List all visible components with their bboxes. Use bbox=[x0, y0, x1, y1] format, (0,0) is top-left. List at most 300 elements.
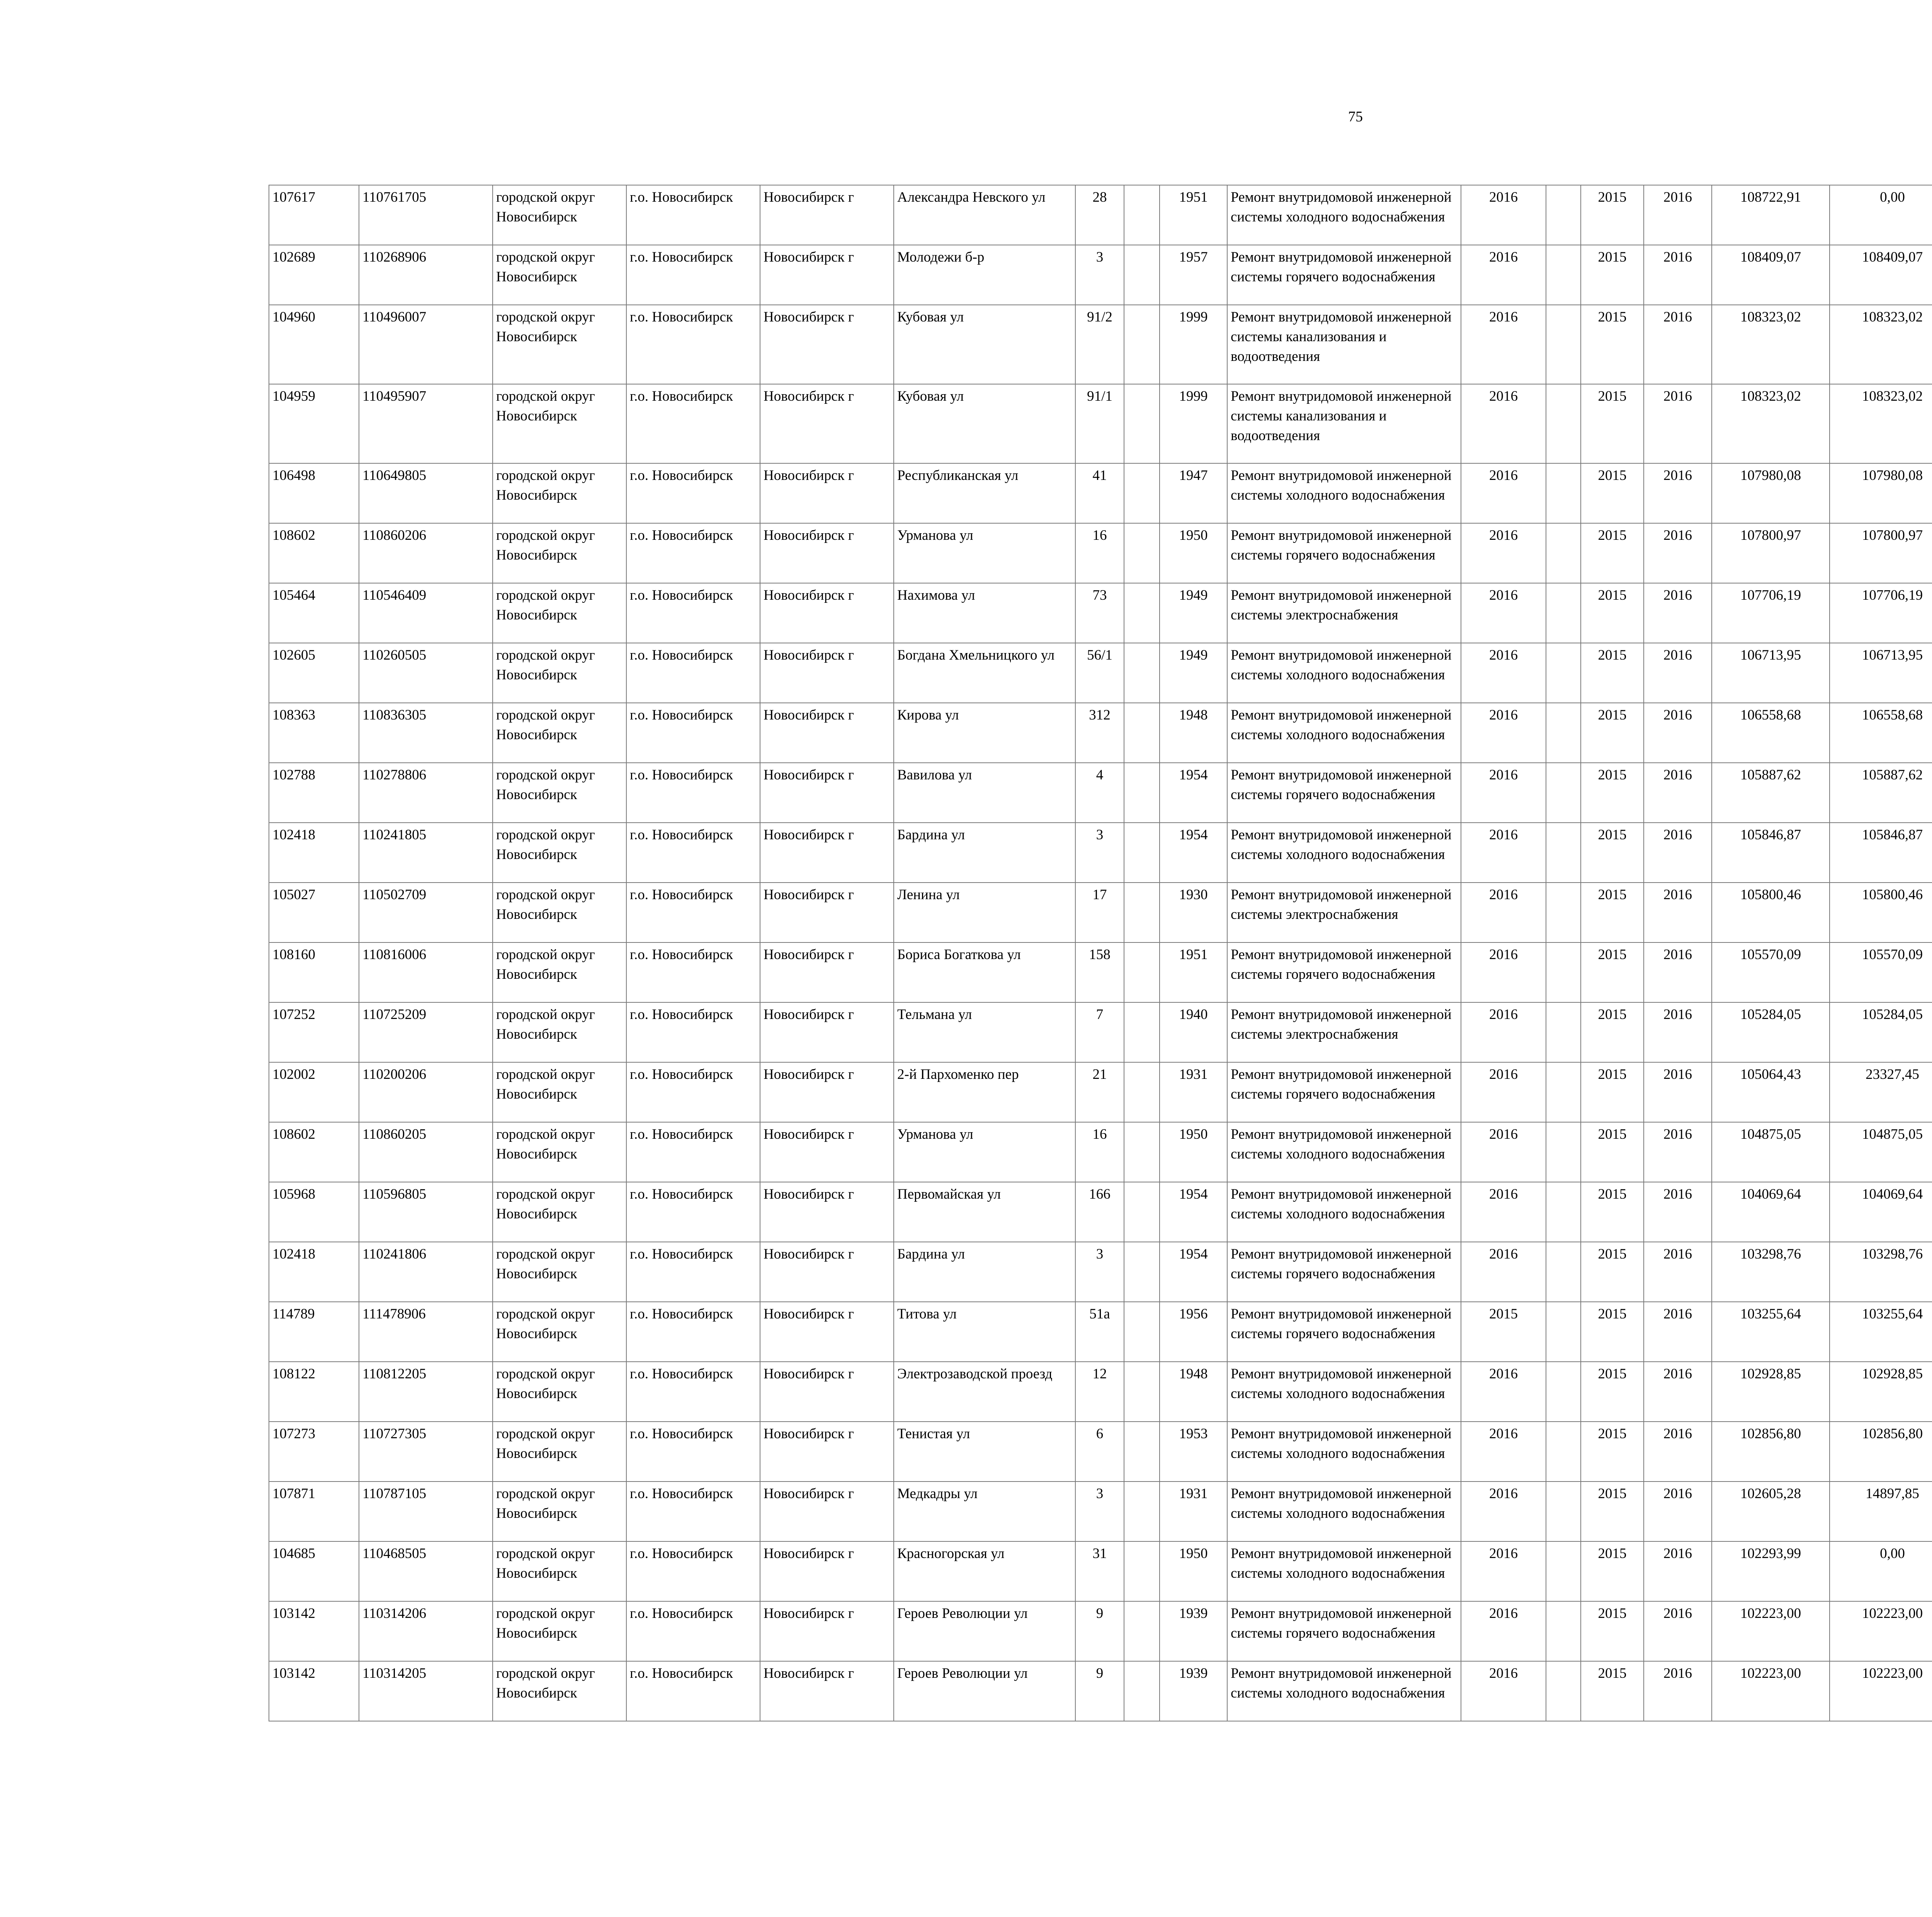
cell-house-number: 3 bbox=[1075, 1482, 1124, 1541]
cell-start-year: 2015 bbox=[1581, 1062, 1644, 1122]
table-row bbox=[269, 185, 1932, 245]
cell-commissioning-year: 1931 bbox=[1160, 1482, 1227, 1541]
cell-municipal-district: г.о. Новосибирск bbox=[626, 1302, 760, 1362]
cell-building-letter bbox=[1124, 1541, 1160, 1601]
cell-record-id: 110496007 bbox=[359, 305, 493, 384]
cell-work-type: Ремонт внутридомовой инженерной системы горячего водоснабжения bbox=[1227, 1601, 1461, 1661]
cell-record-id: 110495907 bbox=[359, 384, 493, 463]
table-row bbox=[269, 1062, 1932, 1122]
cell-building-letter bbox=[1124, 1302, 1160, 1362]
table-row bbox=[269, 523, 1932, 583]
cell-extra-mark bbox=[1546, 1661, 1581, 1721]
cell-municipal-district: г.о. Новосибирск bbox=[626, 1362, 760, 1422]
cell-building-letter bbox=[1124, 883, 1160, 942]
cell-object-id: 103142 bbox=[269, 1661, 359, 1721]
cell-building-letter bbox=[1124, 463, 1160, 523]
cell-work-type: Ремонт внутридомовой инженерной системы электроснабжения bbox=[1227, 1002, 1461, 1062]
cell-record-id: 110241805 bbox=[359, 823, 493, 883]
table-row bbox=[269, 1601, 1932, 1661]
table-row bbox=[269, 1242, 1932, 1302]
cell-start-year: 2015 bbox=[1581, 245, 1644, 305]
cell-extra-mark bbox=[1546, 305, 1581, 384]
cell-total-cost: 106558,68 bbox=[1712, 703, 1830, 763]
cell-street: Александра Невского ул bbox=[894, 185, 1075, 245]
cell-record-id: 110314206 bbox=[359, 1601, 493, 1661]
cell-end-year: 2016 bbox=[1644, 1661, 1712, 1721]
cell-municipal-district: г.о. Новосибирск bbox=[626, 1482, 760, 1541]
cell-municipal-district: г.о. Новосибирск bbox=[626, 583, 760, 643]
cell-work-type: Ремонт внутридомовой инженерной системы канализования и водоотведения bbox=[1227, 305, 1461, 384]
cell-building-letter bbox=[1124, 245, 1160, 305]
table-row bbox=[269, 643, 1932, 703]
cell-planned-year: 2016 bbox=[1461, 1002, 1546, 1062]
cell-extra-mark bbox=[1546, 1122, 1581, 1182]
cell-end-year: 2016 bbox=[1644, 305, 1712, 384]
cell-record-id: 110268906 bbox=[359, 245, 493, 305]
cell-object-id: 104959 bbox=[269, 384, 359, 463]
table-row bbox=[269, 1541, 1932, 1601]
cell-extra-mark bbox=[1546, 942, 1581, 1002]
table-row bbox=[269, 1122, 1932, 1182]
cell-object-id: 102002 bbox=[269, 1062, 359, 1122]
cell-house-number: 6 bbox=[1075, 1422, 1124, 1482]
cell-record-id: 110787105 bbox=[359, 1482, 493, 1541]
cell-municipality: городской округ Новосибирск bbox=[493, 763, 626, 823]
cell-planned-year: 2016 bbox=[1461, 883, 1546, 942]
cell-street: Урманова ул bbox=[894, 1122, 1075, 1182]
cell-municipality: городской округ Новосибирск bbox=[493, 1362, 626, 1422]
cell-house-number: 312 bbox=[1075, 703, 1124, 763]
cell-building-letter bbox=[1124, 1122, 1160, 1182]
cell-street: Бардина ул bbox=[894, 1242, 1075, 1302]
cell-object-id: 114789 bbox=[269, 1302, 359, 1362]
cell-total-cost: 105887,62 bbox=[1712, 763, 1830, 823]
cell-end-year: 2016 bbox=[1644, 245, 1712, 305]
cell-house-number: 73 bbox=[1075, 583, 1124, 643]
cell-extra-mark bbox=[1546, 763, 1581, 823]
cell-total-cost: 108323,02 bbox=[1712, 305, 1830, 384]
cell-record-id: 110761705 bbox=[359, 185, 493, 245]
cell-locality: Новосибирск г bbox=[760, 823, 894, 883]
cell-municipality: городской округ Новосибирск bbox=[493, 1302, 626, 1362]
cell-house-number: 158 bbox=[1075, 942, 1124, 1002]
cell-extra-mark bbox=[1546, 1242, 1581, 1302]
table-row bbox=[269, 1422, 1932, 1482]
cell-building-letter bbox=[1124, 1242, 1160, 1302]
cell-work-type: Ремонт внутридомовой инженерной системы холодного водоснабжения bbox=[1227, 1661, 1461, 1721]
cell-start-year: 2015 bbox=[1581, 942, 1644, 1002]
cell-planned-year: 2016 bbox=[1461, 583, 1546, 643]
cell-object-id: 107871 bbox=[269, 1482, 359, 1541]
cell-extra-mark bbox=[1546, 583, 1581, 643]
cell-record-id: 111478906 bbox=[359, 1302, 493, 1362]
cell-end-year: 2016 bbox=[1644, 384, 1712, 463]
cell-object-id: 105968 bbox=[269, 1182, 359, 1242]
cell-work-type: Ремонт внутридомовой инженерной системы горячего водоснабжения bbox=[1227, 1302, 1461, 1362]
cell-end-year: 2016 bbox=[1644, 1482, 1712, 1541]
cell-planned-year: 2016 bbox=[1461, 823, 1546, 883]
cell-end-year: 2016 bbox=[1644, 643, 1712, 703]
cell-commissioning-year: 1948 bbox=[1160, 1362, 1227, 1422]
cell-municipality: городской округ Новосибирск bbox=[493, 1541, 626, 1601]
cell-work-type: Ремонт внутридомовой инженерной системы горячего водоснабжения bbox=[1227, 942, 1461, 1002]
cell-funds-owners: 104069,64 bbox=[1830, 1182, 1932, 1242]
cell-street: Кубовая ул bbox=[894, 305, 1075, 384]
table-row bbox=[269, 583, 1932, 643]
cell-extra-mark bbox=[1546, 1422, 1581, 1482]
cell-municipal-district: г.о. Новосибирск bbox=[626, 1122, 760, 1182]
repair-registry-table bbox=[269, 185, 1932, 1721]
cell-planned-year: 2016 bbox=[1461, 1422, 1546, 1482]
cell-work-type: Ремонт внутридомовой инженерной системы горячего водоснабжения bbox=[1227, 523, 1461, 583]
cell-street: Титова ул bbox=[894, 1302, 1075, 1362]
table-row bbox=[269, 703, 1932, 763]
cell-locality: Новосибирск г bbox=[760, 643, 894, 703]
cell-extra-mark bbox=[1546, 245, 1581, 305]
cell-locality: Новосибирск г bbox=[760, 1482, 894, 1541]
cell-funds-owners: 102223,00 bbox=[1830, 1661, 1932, 1721]
cell-locality: Новосибирск г bbox=[760, 703, 894, 763]
table-row bbox=[269, 823, 1932, 883]
cell-planned-year: 2016 bbox=[1461, 1242, 1546, 1302]
cell-building-letter bbox=[1124, 1002, 1160, 1062]
cell-funds-owners: 105570,09 bbox=[1830, 942, 1932, 1002]
cell-planned-year: 2016 bbox=[1461, 942, 1546, 1002]
cell-start-year: 2015 bbox=[1581, 1242, 1644, 1302]
cell-commissioning-year: 1950 bbox=[1160, 1541, 1227, 1601]
cell-extra-mark bbox=[1546, 1541, 1581, 1601]
cell-work-type: Ремонт внутридомовой инженерной системы холодного водоснабжения bbox=[1227, 823, 1461, 883]
cell-planned-year: 2016 bbox=[1461, 1601, 1546, 1661]
cell-end-year: 2016 bbox=[1644, 1601, 1712, 1661]
cell-extra-mark bbox=[1546, 1182, 1581, 1242]
cell-start-year: 2015 bbox=[1581, 763, 1644, 823]
cell-end-year: 2016 bbox=[1644, 1302, 1712, 1362]
cell-start-year: 2015 bbox=[1581, 883, 1644, 942]
cell-start-year: 2015 bbox=[1581, 643, 1644, 703]
cell-municipal-district: г.о. Новосибирск bbox=[626, 643, 760, 703]
cell-street: Нахимова ул bbox=[894, 583, 1075, 643]
cell-commissioning-year: 1939 bbox=[1160, 1661, 1227, 1721]
cell-house-number: 21 bbox=[1075, 1062, 1124, 1122]
cell-start-year: 2015 bbox=[1581, 384, 1644, 463]
cell-total-cost: 106713,95 bbox=[1712, 643, 1830, 703]
cell-object-id: 105027 bbox=[269, 883, 359, 942]
cell-record-id: 110546409 bbox=[359, 583, 493, 643]
cell-total-cost: 107706,19 bbox=[1712, 583, 1830, 643]
cell-work-type: Ремонт внутридомовой инженерной системы горячего водоснабжения bbox=[1227, 245, 1461, 305]
table-row bbox=[269, 1482, 1932, 1541]
cell-funds-owners: 107800,97 bbox=[1830, 523, 1932, 583]
cell-object-id: 103142 bbox=[269, 1601, 359, 1661]
cell-street: Кубовая ул bbox=[894, 384, 1075, 463]
cell-record-id: 110502709 bbox=[359, 883, 493, 942]
cell-extra-mark bbox=[1546, 384, 1581, 463]
cell-commissioning-year: 1954 bbox=[1160, 1242, 1227, 1302]
cell-end-year: 2016 bbox=[1644, 1541, 1712, 1601]
cell-municipality: городской округ Новосибирск bbox=[493, 305, 626, 384]
cell-street: Электрозаводской проезд bbox=[894, 1362, 1075, 1422]
cell-house-number: 9 bbox=[1075, 1601, 1124, 1661]
cell-total-cost: 102223,00 bbox=[1712, 1601, 1830, 1661]
cell-locality: Новосибирск г bbox=[760, 942, 894, 1002]
cell-total-cost: 102223,00 bbox=[1712, 1661, 1830, 1721]
cell-street: Бардина ул bbox=[894, 823, 1075, 883]
cell-locality: Новосибирск г bbox=[760, 245, 894, 305]
cell-extra-mark bbox=[1546, 523, 1581, 583]
cell-building-letter bbox=[1124, 583, 1160, 643]
cell-building-letter bbox=[1124, 1362, 1160, 1422]
cell-commissioning-year: 1931 bbox=[1160, 1062, 1227, 1122]
cell-work-type: Ремонт внутридомовой инженерной системы холодного водоснабжения bbox=[1227, 463, 1461, 523]
cell-municipality: городской округ Новосибирск bbox=[493, 1601, 626, 1661]
cell-start-year: 2015 bbox=[1581, 1182, 1644, 1242]
cell-planned-year: 2016 bbox=[1461, 1062, 1546, 1122]
cell-record-id: 110727305 bbox=[359, 1422, 493, 1482]
cell-end-year: 2016 bbox=[1644, 1002, 1712, 1062]
cell-municipality: городской округ Новосибирск bbox=[493, 942, 626, 1002]
cell-municipal-district: г.о. Новосибирск bbox=[626, 384, 760, 463]
cell-municipality: городской округ Новосибирск bbox=[493, 1661, 626, 1721]
cell-locality: Новосибирск г bbox=[760, 1362, 894, 1422]
cell-municipal-district: г.о. Новосибирск bbox=[626, 823, 760, 883]
cell-funds-owners: 106558,68 bbox=[1830, 703, 1932, 763]
cell-commissioning-year: 1949 bbox=[1160, 643, 1227, 703]
cell-house-number: 9 bbox=[1075, 1661, 1124, 1721]
cell-total-cost: 104069,64 bbox=[1712, 1182, 1830, 1242]
cell-municipal-district: г.о. Новосибирск bbox=[626, 305, 760, 384]
cell-building-letter bbox=[1124, 1062, 1160, 1122]
cell-record-id: 110860205 bbox=[359, 1122, 493, 1182]
cell-total-cost: 103255,64 bbox=[1712, 1302, 1830, 1362]
cell-municipal-district: г.о. Новосибирск bbox=[626, 942, 760, 1002]
cell-municipality: городской округ Новосибирск bbox=[493, 583, 626, 643]
table-row bbox=[269, 1002, 1932, 1062]
cell-municipal-district: г.о. Новосибирск bbox=[626, 703, 760, 763]
cell-start-year: 2015 bbox=[1581, 305, 1644, 384]
cell-funds-owners: 108323,02 bbox=[1830, 384, 1932, 463]
cell-house-number: 4 bbox=[1075, 763, 1124, 823]
cell-locality: Новосибирск г bbox=[760, 883, 894, 942]
cell-municipal-district: г.о. Новосибирск bbox=[626, 1541, 760, 1601]
cell-planned-year: 2016 bbox=[1461, 1122, 1546, 1182]
table-row bbox=[269, 384, 1932, 463]
cell-record-id: 110649805 bbox=[359, 463, 493, 523]
cell-street: Урманова ул bbox=[894, 523, 1075, 583]
cell-funds-owners: 105284,05 bbox=[1830, 1002, 1932, 1062]
cell-locality: Новосибирск г bbox=[760, 1661, 894, 1721]
cell-municipality: городской округ Новосибирск bbox=[493, 1122, 626, 1182]
cell-extra-mark bbox=[1546, 883, 1581, 942]
cell-municipal-district: г.о. Новосибирск bbox=[626, 1062, 760, 1122]
cell-street: Красногорская ул bbox=[894, 1541, 1075, 1601]
cell-start-year: 2015 bbox=[1581, 583, 1644, 643]
cell-house-number: 91/1 bbox=[1075, 384, 1124, 463]
cell-work-type: Ремонт внутридомовой инженерной системы холодного водоснабжения bbox=[1227, 1362, 1461, 1422]
cell-house-number: 166 bbox=[1075, 1182, 1124, 1242]
cell-municipality: городской округ Новосибирск bbox=[493, 1062, 626, 1122]
cell-building-letter bbox=[1124, 1661, 1160, 1721]
cell-total-cost: 108722,91 bbox=[1712, 185, 1830, 245]
table-row bbox=[269, 305, 1932, 384]
cell-extra-mark bbox=[1546, 1482, 1581, 1541]
cell-funds-owners: 108409,07 bbox=[1830, 245, 1932, 305]
cell-end-year: 2016 bbox=[1644, 883, 1712, 942]
cell-municipal-district: г.о. Новосибирск bbox=[626, 1422, 760, 1482]
cell-house-number: 16 bbox=[1075, 523, 1124, 583]
cell-extra-mark bbox=[1546, 1601, 1581, 1661]
cell-funds-owners: 107706,19 bbox=[1830, 583, 1932, 643]
cell-object-id: 105464 bbox=[269, 583, 359, 643]
cell-locality: Новосибирск г bbox=[760, 1062, 894, 1122]
cell-object-id: 108602 bbox=[269, 1122, 359, 1182]
cell-work-type: Ремонт внутридомовой инженерной системы горячего водоснабжения bbox=[1227, 763, 1461, 823]
cell-locality: Новосибирск г bbox=[760, 763, 894, 823]
cell-record-id: 110468505 bbox=[359, 1541, 493, 1601]
cell-funds-owners: 103255,64 bbox=[1830, 1302, 1932, 1362]
cell-building-letter bbox=[1124, 703, 1160, 763]
cell-object-id: 102788 bbox=[269, 763, 359, 823]
cell-work-type: Ремонт внутридомовой инженерной системы горячего водоснабжения bbox=[1227, 1062, 1461, 1122]
cell-building-letter bbox=[1124, 305, 1160, 384]
cell-locality: Новосибирск г bbox=[760, 185, 894, 245]
cell-funds-owners: 105846,87 bbox=[1830, 823, 1932, 883]
cell-municipality: городской округ Новосибирск bbox=[493, 1002, 626, 1062]
cell-municipal-district: г.о. Новосибирск bbox=[626, 883, 760, 942]
cell-municipal-district: г.о. Новосибирск bbox=[626, 245, 760, 305]
cell-total-cost: 107800,97 bbox=[1712, 523, 1830, 583]
cell-extra-mark bbox=[1546, 823, 1581, 883]
cell-building-letter bbox=[1124, 643, 1160, 703]
cell-object-id: 108363 bbox=[269, 703, 359, 763]
cell-funds-owners: 0,00 bbox=[1830, 185, 1932, 245]
cell-start-year: 2015 bbox=[1581, 1002, 1644, 1062]
cell-end-year: 2016 bbox=[1644, 1122, 1712, 1182]
cell-street: Тельмана ул bbox=[894, 1002, 1075, 1062]
cell-building-letter bbox=[1124, 1422, 1160, 1482]
cell-municipal-district: г.о. Новосибирск bbox=[626, 1242, 760, 1302]
cell-commissioning-year: 1950 bbox=[1160, 1122, 1227, 1182]
cell-work-type: Ремонт внутридомовой инженерной системы холодного водоснабжения bbox=[1227, 1482, 1461, 1541]
table-row bbox=[269, 1661, 1932, 1721]
cell-municipality: городской округ Новосибирск bbox=[493, 384, 626, 463]
cell-extra-mark bbox=[1546, 1002, 1581, 1062]
table-row bbox=[269, 883, 1932, 942]
cell-building-letter bbox=[1124, 1482, 1160, 1541]
cell-total-cost: 105284,05 bbox=[1712, 1002, 1830, 1062]
cell-work-type: Ремонт внутридомовой инженерной системы холодного водоснабжения bbox=[1227, 185, 1461, 245]
cell-funds-owners: 102223,00 bbox=[1830, 1601, 1932, 1661]
cell-total-cost: 105846,87 bbox=[1712, 823, 1830, 883]
cell-municipality: городской округ Новосибирск bbox=[493, 1482, 626, 1541]
cell-end-year: 2016 bbox=[1644, 1062, 1712, 1122]
cell-house-number: 3 bbox=[1075, 823, 1124, 883]
table-row bbox=[269, 1362, 1932, 1422]
cell-building-letter bbox=[1124, 763, 1160, 823]
cell-house-number: 51а bbox=[1075, 1302, 1124, 1362]
cell-funds-owners: 107980,08 bbox=[1830, 463, 1932, 523]
cell-funds-owners: 0,00 bbox=[1830, 1541, 1932, 1601]
table-row bbox=[269, 463, 1932, 523]
cell-object-id: 107273 bbox=[269, 1422, 359, 1482]
table-row bbox=[269, 1302, 1932, 1362]
cell-funds-owners: 105887,62 bbox=[1830, 763, 1932, 823]
cell-municipality: городской округ Новосибирск bbox=[493, 245, 626, 305]
cell-record-id: 110812205 bbox=[359, 1362, 493, 1422]
cell-work-type: Ремонт внутридомовой инженерной системы холодного водоснабжения bbox=[1227, 1422, 1461, 1482]
cell-municipality: городской округ Новосибирск bbox=[493, 823, 626, 883]
cell-house-number: 28 bbox=[1075, 185, 1124, 245]
cell-end-year: 2016 bbox=[1644, 185, 1712, 245]
cell-record-id: 110314205 bbox=[359, 1661, 493, 1721]
cell-planned-year: 2016 bbox=[1461, 1362, 1546, 1422]
cell-building-letter bbox=[1124, 1601, 1160, 1661]
cell-total-cost: 105064,43 bbox=[1712, 1062, 1830, 1122]
cell-planned-year: 2016 bbox=[1461, 1482, 1546, 1541]
cell-end-year: 2016 bbox=[1644, 703, 1712, 763]
cell-end-year: 2016 bbox=[1644, 942, 1712, 1002]
cell-record-id: 110836305 bbox=[359, 703, 493, 763]
cell-planned-year: 2016 bbox=[1461, 305, 1546, 384]
cell-object-id: 108602 bbox=[269, 523, 359, 583]
cell-work-type: Ремонт внутридомовой инженерной системы электроснабжения bbox=[1227, 883, 1461, 942]
cell-municipal-district: г.о. Новосибирск bbox=[626, 463, 760, 523]
cell-work-type: Ремонт внутридомовой инженерной системы электроснабжения bbox=[1227, 583, 1461, 643]
cell-object-id: 102418 bbox=[269, 1242, 359, 1302]
cell-building-letter bbox=[1124, 523, 1160, 583]
cell-municipal-district: г.о. Новосибирск bbox=[626, 1661, 760, 1721]
cell-planned-year: 2016 bbox=[1461, 523, 1546, 583]
cell-commissioning-year: 1947 bbox=[1160, 463, 1227, 523]
cell-street: Героев Революции ул bbox=[894, 1661, 1075, 1721]
cell-house-number: 17 bbox=[1075, 883, 1124, 942]
cell-total-cost: 102856,80 bbox=[1712, 1422, 1830, 1482]
cell-object-id: 102418 bbox=[269, 823, 359, 883]
cell-start-year: 2015 bbox=[1581, 703, 1644, 763]
cell-end-year: 2016 bbox=[1644, 1242, 1712, 1302]
cell-commissioning-year: 1949 bbox=[1160, 583, 1227, 643]
cell-object-id: 106498 bbox=[269, 463, 359, 523]
cell-building-letter bbox=[1124, 384, 1160, 463]
cell-locality: Новосибирск г bbox=[760, 1242, 894, 1302]
cell-commissioning-year: 1953 bbox=[1160, 1422, 1227, 1482]
cell-house-number: 7 bbox=[1075, 1002, 1124, 1062]
cell-total-cost: 108409,07 bbox=[1712, 245, 1830, 305]
cell-object-id: 104960 bbox=[269, 305, 359, 384]
cell-start-year: 2015 bbox=[1581, 1661, 1644, 1721]
cell-record-id: 110241806 bbox=[359, 1242, 493, 1302]
cell-municipal-district: г.о. Новосибирск bbox=[626, 1601, 760, 1661]
cell-municipal-district: г.о. Новосибирск bbox=[626, 1002, 760, 1062]
cell-municipality: городской округ Новосибирск bbox=[493, 185, 626, 245]
cell-work-type: Ремонт внутридомовой инженерной системы холодного водоснабжения bbox=[1227, 643, 1461, 703]
cell-house-number: 41 bbox=[1075, 463, 1124, 523]
cell-house-number: 3 bbox=[1075, 1242, 1124, 1302]
cell-end-year: 2016 bbox=[1644, 463, 1712, 523]
cell-locality: Новосибирск г bbox=[760, 523, 894, 583]
cell-end-year: 2016 bbox=[1644, 823, 1712, 883]
cell-work-type: Ремонт внутридомовой инженерной системы холодного водоснабжения bbox=[1227, 1541, 1461, 1601]
cell-municipal-district: г.о. Новосибирск bbox=[626, 523, 760, 583]
cell-locality: Новосибирск г bbox=[760, 583, 894, 643]
cell-work-type: Ремонт внутридомовой инженерной системы холодного водоснабжения bbox=[1227, 703, 1461, 763]
cell-street: Тенистая ул bbox=[894, 1422, 1075, 1482]
cell-planned-year: 2016 bbox=[1461, 463, 1546, 523]
cell-planned-year: 2016 bbox=[1461, 1182, 1546, 1242]
cell-street: Вавилова ул bbox=[894, 763, 1075, 823]
cell-building-letter bbox=[1124, 823, 1160, 883]
cell-total-cost: 104875,05 bbox=[1712, 1122, 1830, 1182]
